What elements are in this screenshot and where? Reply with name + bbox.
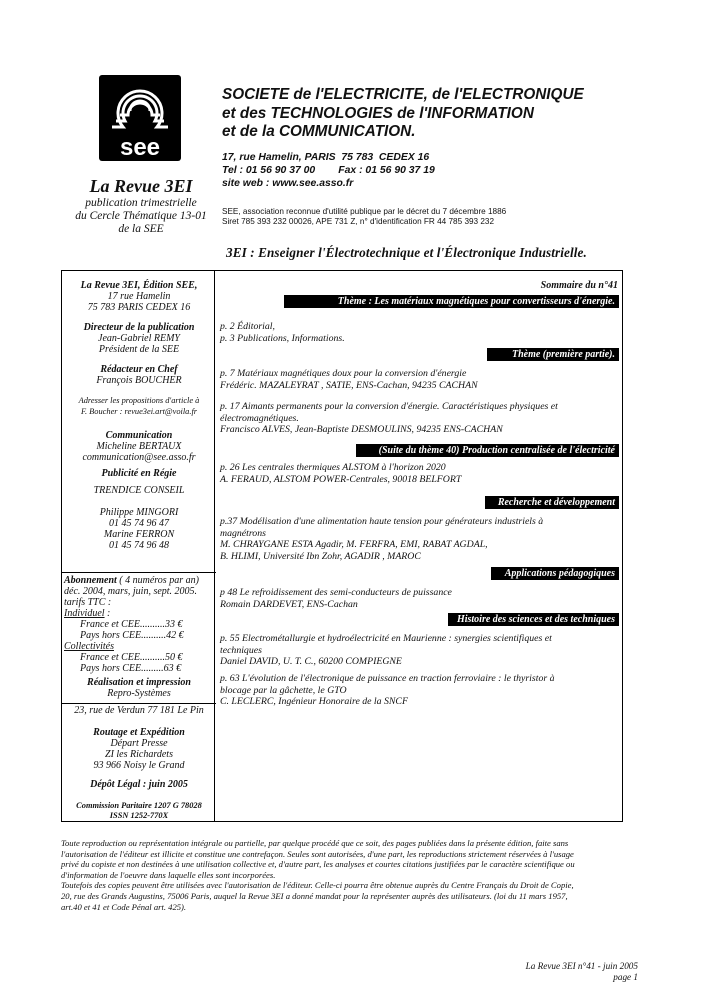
revue-subtitle: publication trimestrielle du Cercle Thématique 13-01 de la SEE	[75, 197, 207, 235]
website-link[interactable]: site web : www.see.asso.fr	[222, 178, 354, 189]
summary-column	[215, 270, 623, 822]
proposals-block: Adresser les propositions d'article à F. Boucher : revue3ei.art@voila.fr	[62, 396, 216, 417]
legal-deposit: Dépôt Légal : juin 2005	[90, 779, 188, 790]
editor-block: Rédacteur en Chef François BOUCHER	[96, 364, 182, 386]
revue-title: La Revue 3EI	[89, 176, 193, 196]
see-logo	[99, 75, 181, 161]
list-item[interactable]: p 48 Le refroidissement des semi-conducteurs de puissance Romain DARDEVET, ENS-Cachan	[220, 587, 452, 610]
summary-intro	[220, 321, 620, 344]
section-bar-research: Recherche et développement	[485, 496, 619, 509]
page-info: La Revue 3EI n°41 - juin 2005 page 1	[470, 961, 638, 983]
section-bar-production: (Suite du thème 40) Production centralisée de l'électricité	[356, 444, 619, 457]
subscription-block: Abonnement ( 4 numéros par an) déc. 2004, mars, juin, sept. 2005. tarifs TTC : Individuel : France et CEE..........33 € Pays hors CEE..........42 € Collectivités France et CEE..........50 € Pays hors CEE.........63 € Réalisation et impression Repro-Systèmes	[62, 572, 216, 704]
tagline: 3EI : Enseigner l'Électrotechnique et l'Électronique Industrielle.	[226, 245, 587, 260]
list-item[interactable]: p. 55 Electrométallurgie et hydroélectricité en Maurienne : synergies scientifiques et techniques Daniel DAVID, U. T. C., 60200 COMPIEGNE	[220, 633, 552, 667]
section-bar-history: Histoire des sciences et des techniques	[448, 613, 619, 626]
communication-email[interactable]: communication@see.asso.fr	[82, 452, 196, 463]
ads-block: Publicité en Régie TRENDICE CONSEIL Philippe MINGORI 01 45 74 96 47 Marine FERRON 01 45 74 96 48	[93, 468, 185, 551]
entry-publications[interactable]: p. 3 Publications, Informations.	[220, 332, 345, 344]
society-name: SOCIETE de l'ELECTRICITE, de l'ELECTRONIQUE et des TECHNOLOGIES de l'INFORMATION et de la COMMUNICATION.	[222, 86, 584, 140]
logo-text: see	[119, 134, 161, 161]
theme-bar: Thème : Les matériaux magnétiques pour convertisseurs d'énergie.	[284, 295, 619, 308]
list-item[interactable]: p. 7 Matériaux magnétiques doux pour la conversion d'énergie Frédéric. MAZALEYRAT , SATIE, ENS-Cachan, 94235 CACHAN	[220, 368, 478, 391]
section-bar-pedagogy: Applications pédagogiques	[491, 567, 619, 580]
list-item[interactable]: p.37 Modélisation d'une alimentation haute tension pour générateurs industriels à magnétrons M. CHRAYGANE ESTA Agadir, M. FERFRA, EMI, RABAT AGDAL, B. HLIMI, Université Ibn Zohr, AGADIR , MAROC	[220, 516, 544, 562]
proposal-email[interactable]: F. Boucher : revue3ei.art@voila.fr	[80, 406, 198, 416]
routing-block: Routage et Expédition Départ Presse ZI les Richardets 93 966 Noisy le Grand	[93, 727, 185, 771]
list-item[interactable]: p. 63 L'évolution de l'électronique de puissance en traction ferroviaire : le thyristor à blocage par la gâchette, le GTO C. LECLERC, Ingénieur Honoraire de la SNCF	[220, 673, 555, 707]
list-item[interactable]: p. 17 Aimants permanents pour la conversion d'énergie. Caractéristiques physiques et électromagnétiques. Francisco ALVES, Jean-Baptiste DESMOULINS, 94235 ENS-CACHAN	[220, 401, 558, 435]
copyright-notice: Toute reproduction ou représentation intégrale ou partielle, par quelque procédé que ce soit, des pages publiées dans la présente édition, faite sans l'autorisation de l'éditeur est illicite et constitue une contrefaçon. Seules sont autorisées, d'une part, les reproductions strictement réservées à l'usage privé du copiste et non destinées à une utilisation collective et, d'autre part, les analyses et courtes citations justifiées par le caractère scientifique ou d'information de l'oeuvre dans laquelle elles sont incorporées. Toutefois des copies peuvent être utilisées avec l'autorisation de l'éditeur. Celle-ci pourra être obtenue auprès du Centre Français du Droit de Copie, 20, rue des Grands Augustins, 75006 Paris, auquel la Revue 3EI a donné mandat pour la représenter auprès des utilisateurs. (loi du 11 mars 1957, art.40 et 41 et Code Pénal art. 425).	[61, 838, 575, 912]
section-bar-theme: Thème (première partie).	[487, 348, 619, 361]
commission-block: Commission Paritaire 1207 G 78028 ISSN 1252-770X	[76, 801, 202, 820]
edition-block: La Revue 3EI, Édition SEE, 17 rue Hamelin 75 783 PARIS CEDEX 16	[80, 280, 198, 313]
communication-block: Communication Micheline BERTAUX communication@see.asso.fr	[62, 430, 216, 463]
director-block: Directeur de la publication Jean-Gabriel REMY Président de la SEE	[83, 322, 195, 355]
society-legal: SEE, association reconnue d'utilité publique par le décret du 7 décembre 1886 Siret 785 393 232 00026, APE 731 Z, n° d'identification FR 44 785 393 232	[222, 207, 507, 226]
entry-editorial[interactable]: p. 2 Éditorial,	[220, 321, 275, 332]
list-item[interactable]: p. 26 Les centrales thermiques ALSTOM à l'horizon 2020 A. FERAUD, ALSTOM POWER-Centrales, 90018 BELFORT	[220, 462, 462, 485]
society-address: 17, rue Hamelin, PARIS 75 783 CEDEX 16 Tel : 01 56 90 37 00 Fax : 01 56 90 37 19 site web : www.see.asso.fr	[222, 152, 435, 189]
page-number: page 1	[613, 972, 638, 982]
production-block: Réalisation et impression	[87, 677, 191, 688]
masthead-column: La Revue 3EI, Édition SEE, 17 rue Hamelin 75 783 PARIS CEDEX 16 Directeur de la publication Jean-Gabriel REMY Président de la SEE Rédacteur en Chef François BOUCHER Adresser les propositions d'article à F. Boucher : revue3ei.art@voila.fr Communication Micheline BERTAUX communication@see.asso.fr Publicité en Régie TRENDICE CONSEIL Philippe MINGORI 01 45 74 96 47 Marine FERRON 01 45 74 96 48 Abonnement ( 4 numéros par an) déc. 2004, mars, juin, sept. 2005. tarifs TTC : Individuel : France et CEE..........33 € Pays hors CEE..........42 € Collectivités France et CEE..........50 € Pays hors CEE.........63 € Réalisation et impression Repro-Systèmes 23, rue de Verdun 77 181 Le Pin Routage et Expédition Départ Presse ZI les Richardets 93 966 Noisy le Grand Dépôt Légal : juin 2005 Commission Paritaire 1207 G 78028 ISSN 1252-770X	[61, 270, 215, 822]
omega-logo-icon	[99, 75, 181, 161]
summary-title: Sommaire du n°41	[540, 280, 618, 291]
